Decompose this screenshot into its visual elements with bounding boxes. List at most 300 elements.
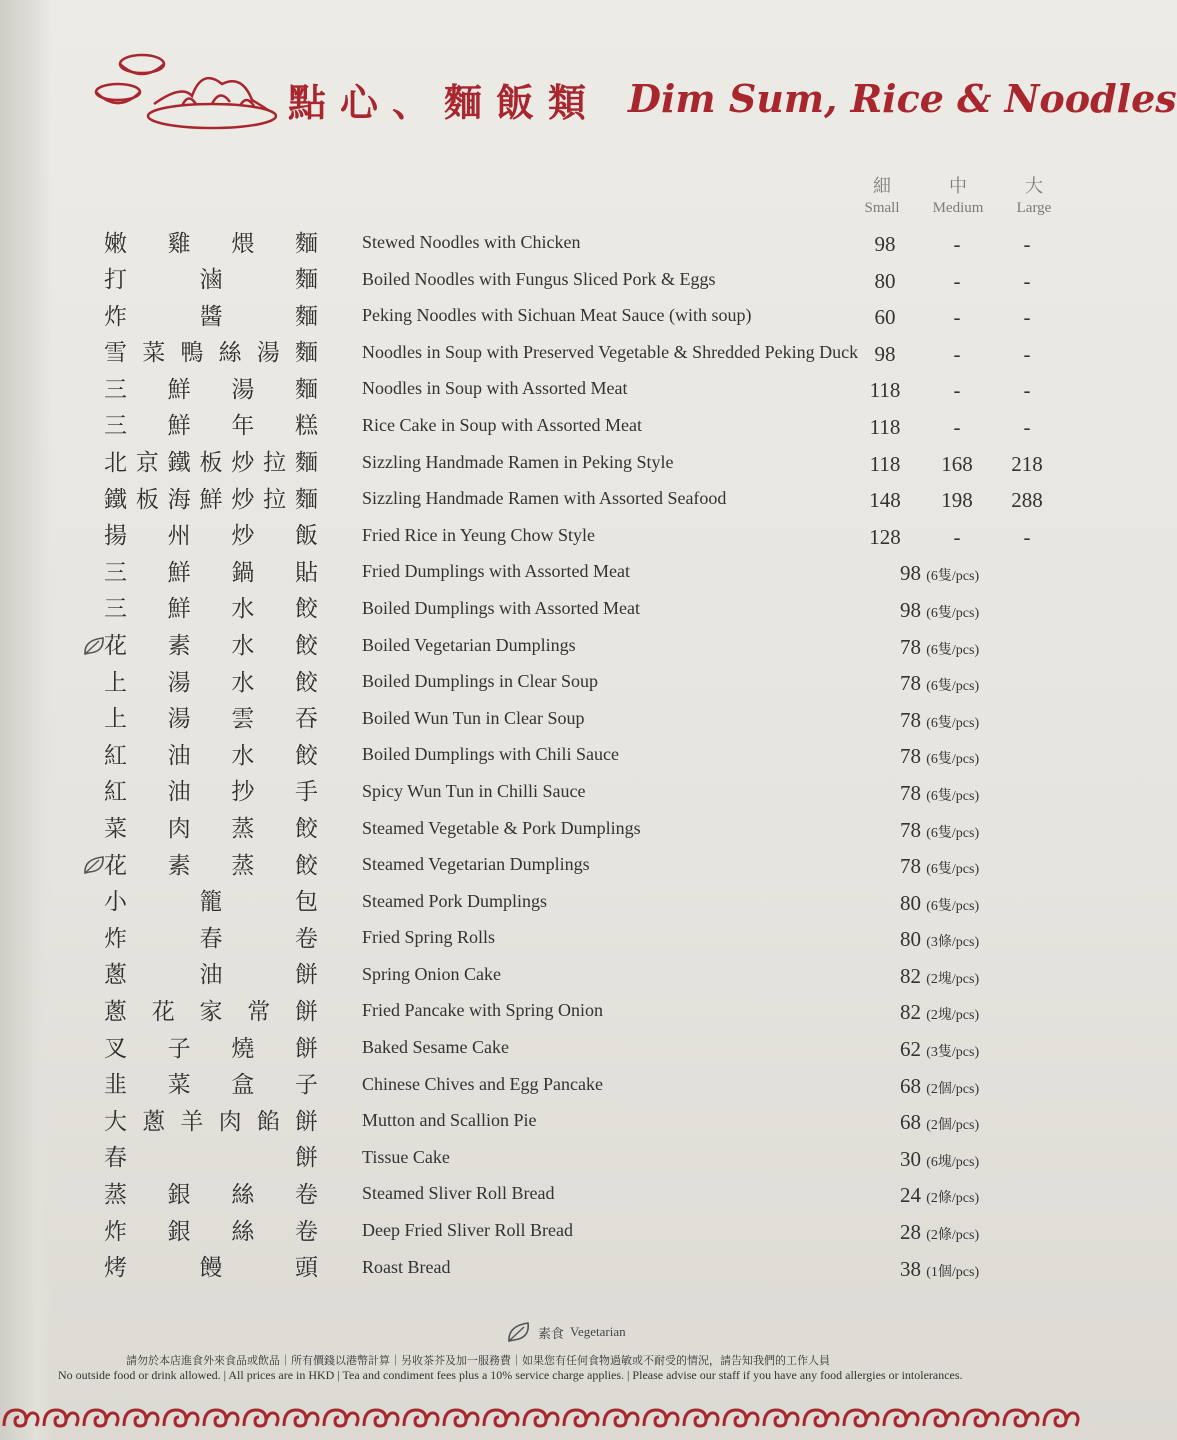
- price-value: 82: [900, 963, 921, 988]
- item-chinese-char: 板: [199, 450, 223, 477]
- item-chinese-char: 湯: [231, 376, 255, 403]
- item-chinese-char: 水: [231, 596, 255, 623]
- item-english-name: Boiled Vegetarian Dumplings: [362, 634, 576, 655]
- item-chinese-name: [104, 263, 318, 293]
- item-chinese-char: 絲: [218, 340, 242, 367]
- menu-item-row: [0, 480, 1080, 517]
- menu-item-row: [0, 334, 1080, 371]
- price-large: -: [1023, 305, 1031, 330]
- footer-notice-english: No outside food or drink allowed. | All prices are in HKD | Tea and condiment fees plus a 10% service charge applies. | Please advise our staff if you have any food allergies or intolerances.: [58, 1368, 963, 1382]
- price-per-portion: [900, 818, 979, 843]
- item-chinese-char: 雞: [167, 230, 191, 257]
- item-chinese-char: 抄: [231, 779, 255, 806]
- item-chinese-char: 花: [151, 998, 175, 1025]
- price-value: 98: [900, 597, 921, 622]
- item-chinese-name: [104, 409, 318, 439]
- portion-unit: (1個/pcs): [926, 1264, 980, 1280]
- price-large: 218: [1011, 451, 1043, 476]
- item-english-name: Fried Spring Rolls: [362, 927, 496, 948]
- price-value: 80: [900, 890, 921, 915]
- vegetarian-legend: [506, 1320, 626, 1344]
- item-chinese-char: 糕: [294, 413, 318, 440]
- item-chinese-char: 子: [294, 1072, 318, 1099]
- size-header-cn: 大: [1025, 176, 1043, 197]
- price-value: 98: [900, 561, 921, 586]
- item-chinese-name: [104, 1068, 318, 1098]
- price-value: 78: [900, 854, 921, 879]
- item-chinese-char: 炒: [231, 450, 255, 477]
- item-chinese-char: 醬: [199, 303, 223, 330]
- item-chinese-char: 素: [167, 633, 191, 660]
- menu-item-row: [0, 956, 1080, 993]
- portion-unit: (6隻/pcs): [926, 715, 980, 731]
- price-small: 60: [874, 305, 896, 330]
- item-english-name: Fried Pancake with Spring Onion: [362, 1000, 603, 1021]
- item-chinese-char: 餅: [294, 1108, 318, 1135]
- size-header-large: [994, 172, 1074, 217]
- portion-unit: (3條/pcs): [926, 935, 980, 951]
- item-chinese-char: 銀: [167, 1181, 191, 1208]
- item-chinese-char: 水: [231, 633, 255, 660]
- item-chinese-char: 花: [104, 852, 127, 879]
- price-medium: -: [953, 232, 961, 256]
- price-value: 38: [900, 1256, 921, 1281]
- item-chinese-char: 餃: [294, 596, 318, 623]
- price-medium: 198: [941, 488, 973, 513]
- price-per-portion: [900, 781, 979, 806]
- menu-item-row: [0, 444, 1080, 481]
- item-chinese-char: 紅: [104, 742, 127, 769]
- item-chinese-char: 鮮: [167, 596, 191, 623]
- price-per-portion: [900, 927, 979, 952]
- item-chinese-char: 卷: [294, 1181, 318, 1208]
- portion-unit: (3隻/pcs): [926, 1045, 980, 1061]
- price-per-portion: [900, 1074, 979, 1099]
- item-english-name: Sizzling Handmade Ramen with Assorted Seafood: [362, 488, 727, 509]
- item-chinese-char: 鴨: [180, 340, 204, 367]
- vegetarian-leaf-icon: [82, 854, 106, 876]
- item-chinese-name: [104, 812, 318, 842]
- menu-item-row: [0, 261, 1080, 298]
- item-chinese-char: 油: [167, 742, 191, 769]
- item-english-name: Chinese Chives and Egg Pancake: [362, 1073, 603, 1094]
- price-medium: 168: [941, 451, 973, 476]
- item-chinese-name: [104, 1214, 318, 1244]
- item-chinese-name: [104, 592, 318, 622]
- price-large: -: [1023, 232, 1031, 256]
- price-value: 78: [900, 634, 921, 659]
- item-english-name: Spring Onion Cake: [362, 963, 501, 984]
- menu-item-row: [0, 1175, 1080, 1212]
- item-english-name: Baked Sesame Cake: [362, 1037, 509, 1058]
- price-value: 78: [900, 817, 921, 842]
- item-english-name: Boiled Dumplings with Chili Sauce: [362, 744, 619, 765]
- price-per-portion: [900, 635, 979, 660]
- leaf-icon: [506, 1320, 532, 1344]
- price-per-portion: [900, 964, 979, 989]
- item-chinese-char: 餃: [294, 742, 318, 769]
- price-value: 30: [900, 1146, 921, 1171]
- item-chinese-char: 韭: [104, 1072, 127, 1099]
- item-chinese-char: 餅: [295, 1145, 318, 1172]
- item-chinese-char: 麵: [294, 340, 318, 367]
- item-chinese-char: 油: [199, 962, 223, 989]
- item-chinese-char: 雪: [104, 340, 127, 367]
- price-per-portion: [900, 1000, 979, 1025]
- price-large: -: [1023, 524, 1031, 549]
- price-large: -: [1023, 268, 1031, 293]
- item-chinese-char: 三: [104, 596, 127, 623]
- item-chinese-char: 京: [135, 450, 159, 477]
- portion-unit: (6隻/pcs): [926, 898, 980, 914]
- menu-item-row: [0, 810, 1080, 847]
- menu-item-row: [0, 297, 1080, 334]
- item-chinese-char: 餃: [294, 669, 318, 696]
- item-chinese-name: [104, 848, 318, 878]
- item-english-name: Boiled Dumplings with Assorted Meat: [362, 597, 640, 618]
- item-chinese-name: [104, 336, 318, 366]
- item-chinese-char: 小: [104, 889, 127, 916]
- item-english-name: Sizzling Handmade Ramen in Peking Style: [362, 451, 674, 472]
- item-chinese-char: 海: [167, 486, 191, 513]
- item-chinese-char: 貼: [294, 559, 318, 586]
- price-medium: -: [953, 341, 961, 366]
- menu-item-row: [0, 846, 1080, 883]
- item-chinese-char: 子: [167, 1035, 191, 1062]
- item-chinese-char: 鮮: [167, 376, 191, 403]
- price-small: 118: [869, 378, 901, 403]
- portion-unit: (6塊/pcs): [926, 1154, 980, 1170]
- menu-title-english: Dim Sum, Rice & Noodles: [628, 76, 1177, 121]
- item-chinese-char: 籠: [199, 889, 223, 916]
- size-header-en: Small: [864, 200, 900, 216]
- menu-item-row: [0, 1102, 1080, 1139]
- portion-unit: (2塊/pcs): [926, 971, 980, 987]
- item-chinese-char: 上: [104, 706, 127, 733]
- price-per-portion: [900, 1257, 979, 1282]
- portion-unit: (6隻/pcs): [926, 642, 980, 658]
- item-english-name: Steamed Sliver Roll Bread: [362, 1183, 555, 1204]
- item-english-name: Boiled Wun Tun in Clear Soup: [362, 707, 585, 728]
- menu-item-row: [0, 992, 1080, 1029]
- price-per-portion: [900, 561, 979, 586]
- item-chinese-char: 肉: [167, 816, 191, 842]
- price-large: -: [1023, 378, 1031, 403]
- item-chinese-char: 炒: [231, 523, 255, 550]
- item-chinese-char: 炒: [231, 486, 255, 513]
- price-value: 78: [900, 780, 921, 805]
- item-chinese-char: 花: [104, 633, 127, 660]
- item-chinese-char: 州: [167, 523, 191, 550]
- item-chinese-char: 鍋: [231, 559, 255, 586]
- item-chinese-char: 卷: [294, 1218, 318, 1245]
- item-english-name: Noodles in Soup with Assorted Meat: [362, 378, 628, 399]
- price-value: 78: [900, 744, 921, 769]
- item-chinese-char: 鮮: [167, 559, 191, 586]
- menu-item-row: [0, 1029, 1080, 1066]
- item-chinese-char: 燒: [231, 1035, 255, 1062]
- item-chinese-char: 蒸: [104, 1181, 127, 1208]
- price-value: 78: [900, 671, 921, 696]
- item-chinese-char: 餅: [294, 1035, 318, 1062]
- item-english-name: Steamed Pork Dumplings: [362, 890, 547, 911]
- item-chinese-char: 菜: [167, 1072, 191, 1099]
- item-english-name: Fried Rice in Yeung Chow Style: [362, 524, 596, 545]
- size-header-small: [842, 172, 922, 217]
- item-chinese-char: 包: [295, 889, 318, 916]
- item-chinese-char: 鐵: [167, 450, 191, 477]
- portion-unit: (6隻/pcs): [926, 679, 980, 695]
- item-chinese-char: 絲: [231, 1218, 255, 1245]
- price-medium: -: [953, 524, 961, 549]
- menu-header: [92, 44, 1177, 134]
- item-chinese-char: 鮮: [167, 413, 191, 440]
- item-english-name: Noodles in Soup with Preserved Vegetable & Shredded Peking Duck: [362, 341, 859, 362]
- item-chinese-name: [104, 958, 318, 988]
- menu-item-row: [0, 517, 1080, 554]
- menu-item-row: [0, 663, 1080, 700]
- item-chinese-char: 水: [231, 669, 255, 696]
- size-header-cn: 中: [949, 176, 967, 197]
- dim-sum-basket-icon: [92, 44, 280, 134]
- item-chinese-char: 三: [104, 413, 127, 440]
- item-chinese-char: 上: [104, 669, 127, 696]
- item-chinese-char: 手: [294, 779, 318, 806]
- item-chinese-char: 麵: [294, 486, 318, 513]
- item-chinese-name: [104, 1177, 318, 1207]
- item-chinese-char: 餅: [295, 962, 318, 989]
- item-chinese-char: 盒: [231, 1072, 255, 1099]
- item-chinese-char: 餡: [256, 1108, 280, 1135]
- menu-item-list: [0, 224, 1080, 1285]
- portion-unit: (2個/pcs): [926, 1081, 980, 1097]
- price-per-portion: [900, 1183, 979, 1208]
- price-large: -: [1023, 414, 1031, 439]
- item-chinese-char: 家: [199, 998, 223, 1025]
- item-chinese-char: 拉: [263, 450, 287, 477]
- price-per-portion: [900, 598, 979, 623]
- price-per-portion: [900, 708, 979, 733]
- portion-unit: (6隻/pcs): [926, 788, 980, 804]
- item-chinese-name: [104, 1141, 318, 1171]
- item-chinese-char: 鮮: [199, 486, 223, 513]
- vegetarian-leaf-icon: [82, 635, 106, 657]
- price-large: 288: [1011, 488, 1043, 513]
- menu-item-row: [0, 407, 1080, 444]
- menu-item-row: [0, 370, 1080, 407]
- price-value: 82: [900, 1000, 921, 1025]
- item-chinese-char: 炸: [104, 303, 127, 330]
- item-chinese-name: [104, 372, 318, 402]
- item-chinese-char: 吞: [294, 706, 318, 733]
- item-chinese-char: 滷: [199, 267, 223, 294]
- item-chinese-char: 年: [231, 413, 255, 440]
- item-chinese-name: [104, 994, 318, 1024]
- price-value: 80: [900, 927, 921, 952]
- item-chinese-char: 卷: [295, 925, 318, 952]
- item-chinese-char: 北: [104, 450, 127, 477]
- item-chinese-char: 拉: [263, 486, 287, 513]
- item-chinese-char: 三: [104, 376, 127, 403]
- legend-cn: 素食: [538, 1325, 565, 1341]
- item-chinese-char: 鐵: [104, 486, 127, 513]
- size-header-en: Medium: [932, 200, 984, 216]
- price-per-portion: [900, 854, 979, 879]
- item-chinese-char: 菜: [142, 340, 166, 367]
- item-english-name: Fried Dumplings with Assorted Meat: [362, 561, 630, 582]
- size-header-medium: [918, 172, 998, 217]
- portion-unit: (2個/pcs): [926, 1118, 980, 1134]
- item-chinese-char: 叉: [104, 1035, 127, 1062]
- price-per-portion: [900, 1220, 979, 1245]
- decorative-border: [0, 1400, 1080, 1436]
- price-per-portion: [900, 891, 979, 916]
- item-chinese-char: 煨: [231, 230, 255, 257]
- item-chinese-name: [104, 738, 318, 768]
- item-chinese-name: [104, 921, 318, 951]
- item-chinese-char: 素: [167, 852, 191, 879]
- item-chinese-char: 常: [247, 998, 271, 1025]
- portion-unit: (6隻/pcs): [926, 862, 980, 878]
- item-chinese-char: 蔥: [142, 1108, 166, 1135]
- menu-item-row: [0, 883, 1080, 920]
- item-chinese-name: [104, 885, 318, 915]
- item-chinese-char: 絲: [231, 1181, 255, 1208]
- item-chinese-name: [104, 665, 318, 695]
- menu-item-row: [0, 773, 1080, 810]
- portion-unit: (6隻/pcs): [926, 752, 980, 768]
- menu-item-row: [0, 1212, 1080, 1249]
- item-chinese-char: 蔥: [104, 998, 127, 1025]
- item-chinese-name: [104, 1251, 318, 1281]
- price-per-portion: [900, 671, 979, 696]
- item-chinese-char: 烤: [104, 1255, 127, 1282]
- price-small: 80: [874, 268, 896, 293]
- size-header-en: Large: [1016, 200, 1052, 216]
- item-chinese-char: 炸: [104, 925, 127, 952]
- item-chinese-char: 銀: [167, 1218, 191, 1245]
- item-chinese-char: 蒸: [231, 816, 255, 842]
- item-english-name: Boiled Noodles with Fungus Sliced Pork & Eggs: [362, 268, 716, 289]
- item-english-name: Rice Cake in Soup with Assorted Meat: [362, 414, 642, 435]
- price-large: -: [1023, 341, 1031, 366]
- menu-item-row: [0, 590, 1080, 627]
- item-chinese-name: [104, 519, 318, 549]
- item-chinese-char: 春: [104, 1145, 127, 1172]
- price-medium: -: [953, 305, 961, 330]
- item-chinese-char: 餃: [294, 852, 318, 879]
- price-small: 98: [874, 341, 896, 366]
- item-chinese-char: 菜: [104, 816, 127, 842]
- price-per-portion: [900, 1037, 979, 1062]
- price-value: 28: [900, 1220, 921, 1245]
- menu-item-row: [0, 700, 1080, 737]
- menu-item-row: [0, 919, 1080, 956]
- item-chinese-char: 湯: [167, 706, 191, 733]
- item-chinese-char: 油: [167, 779, 191, 806]
- item-chinese-char: 麵: [295, 303, 318, 330]
- portion-unit: (6隻/pcs): [926, 825, 980, 841]
- price-value: 68: [900, 1073, 921, 1098]
- price-value: 68: [900, 1110, 921, 1135]
- item-chinese-char: 嫩: [104, 230, 127, 257]
- portion-unit: (2條/pcs): [926, 1191, 980, 1207]
- portion-unit: (6隻/pcs): [926, 605, 980, 621]
- item-chinese-char: 飯: [294, 523, 318, 550]
- item-chinese-name: [104, 226, 318, 256]
- menu-item-row: [0, 1139, 1080, 1176]
- item-chinese-char: 板: [135, 486, 159, 513]
- item-chinese-name: [104, 446, 318, 476]
- price-small: 128: [869, 524, 901, 549]
- item-english-name: Spicy Wun Tun in Chilli Sauce: [362, 780, 586, 801]
- price-per-portion: [900, 1147, 979, 1172]
- price-small: 148: [869, 488, 901, 513]
- item-chinese-name: [104, 629, 318, 659]
- price-small: 98: [874, 232, 896, 256]
- item-chinese-char: 麵: [294, 230, 318, 257]
- item-chinese-char: 紅: [104, 779, 127, 806]
- item-chinese-char: 大: [104, 1108, 127, 1135]
- price-value: 24: [900, 1183, 921, 1208]
- legend-en: Vegetarian: [570, 1324, 626, 1339]
- item-chinese-char: 蔥: [104, 962, 127, 989]
- item-chinese-char: 湯: [256, 340, 280, 367]
- price-value: 62: [900, 1037, 921, 1062]
- footer-notice-chinese: 請勿於本店進食外來食品或飲品｜所有價錢以港幣計算｜另收茶芥及加一服務費｜如果您有任何食物過敏或不耐受的情況，請告知我們的工作人員: [126, 1354, 830, 1367]
- item-english-name: Tissue Cake: [362, 1146, 450, 1167]
- item-chinese-char: 打: [104, 267, 127, 294]
- item-chinese-char: 饅: [199, 1255, 223, 1282]
- item-chinese-char: 餃: [294, 816, 318, 842]
- item-chinese-name: [104, 299, 318, 329]
- portion-unit: (2塊/pcs): [926, 1008, 980, 1024]
- item-chinese-char: 頭: [295, 1255, 318, 1282]
- item-chinese-char: 春: [199, 925, 223, 952]
- menu-item-row: [0, 736, 1080, 773]
- item-chinese-char: 麵: [295, 267, 318, 294]
- item-chinese-name: [104, 1031, 318, 1061]
- item-chinese-char: 餅: [295, 998, 318, 1025]
- item-english-name: Steamed Vegetarian Dumplings: [362, 854, 590, 875]
- price-medium: -: [953, 378, 961, 403]
- item-english-name: Deep Fried Sliver Roll Bread: [362, 1220, 573, 1241]
- item-chinese-char: 蒸: [231, 852, 255, 879]
- item-chinese-name: [104, 775, 318, 805]
- item-chinese-name: [104, 555, 318, 585]
- price-per-portion: [900, 744, 979, 769]
- item-english-name: Stewed Noodles with Chicken: [362, 232, 581, 252]
- item-chinese-char: 羊: [180, 1108, 204, 1135]
- menu-item-row: [0, 224, 1080, 261]
- menu-item-row: [0, 1066, 1080, 1103]
- item-chinese-char: 雲: [231, 706, 255, 733]
- item-chinese-char: 炸: [104, 1218, 127, 1245]
- menu-item-row: [0, 627, 1080, 664]
- item-chinese-char: 餃: [294, 633, 318, 660]
- price-medium: -: [953, 414, 961, 439]
- menu-title-chinese: 點心、麵飯類: [288, 81, 601, 125]
- price-per-portion: [900, 1110, 979, 1135]
- item-chinese-char: 水: [231, 742, 255, 769]
- item-chinese-name: [104, 702, 318, 732]
- menu-item-row: [0, 553, 1080, 590]
- item-english-name: Peking Noodles with Sichuan Meat Sauce (with soup): [362, 305, 752, 326]
- item-chinese-char: 麵: [294, 376, 318, 403]
- portion-unit: (2條/pcs): [926, 1228, 980, 1244]
- menu-item-row: [0, 1249, 1080, 1286]
- item-english-name: Mutton and Scallion Pie: [362, 1110, 537, 1131]
